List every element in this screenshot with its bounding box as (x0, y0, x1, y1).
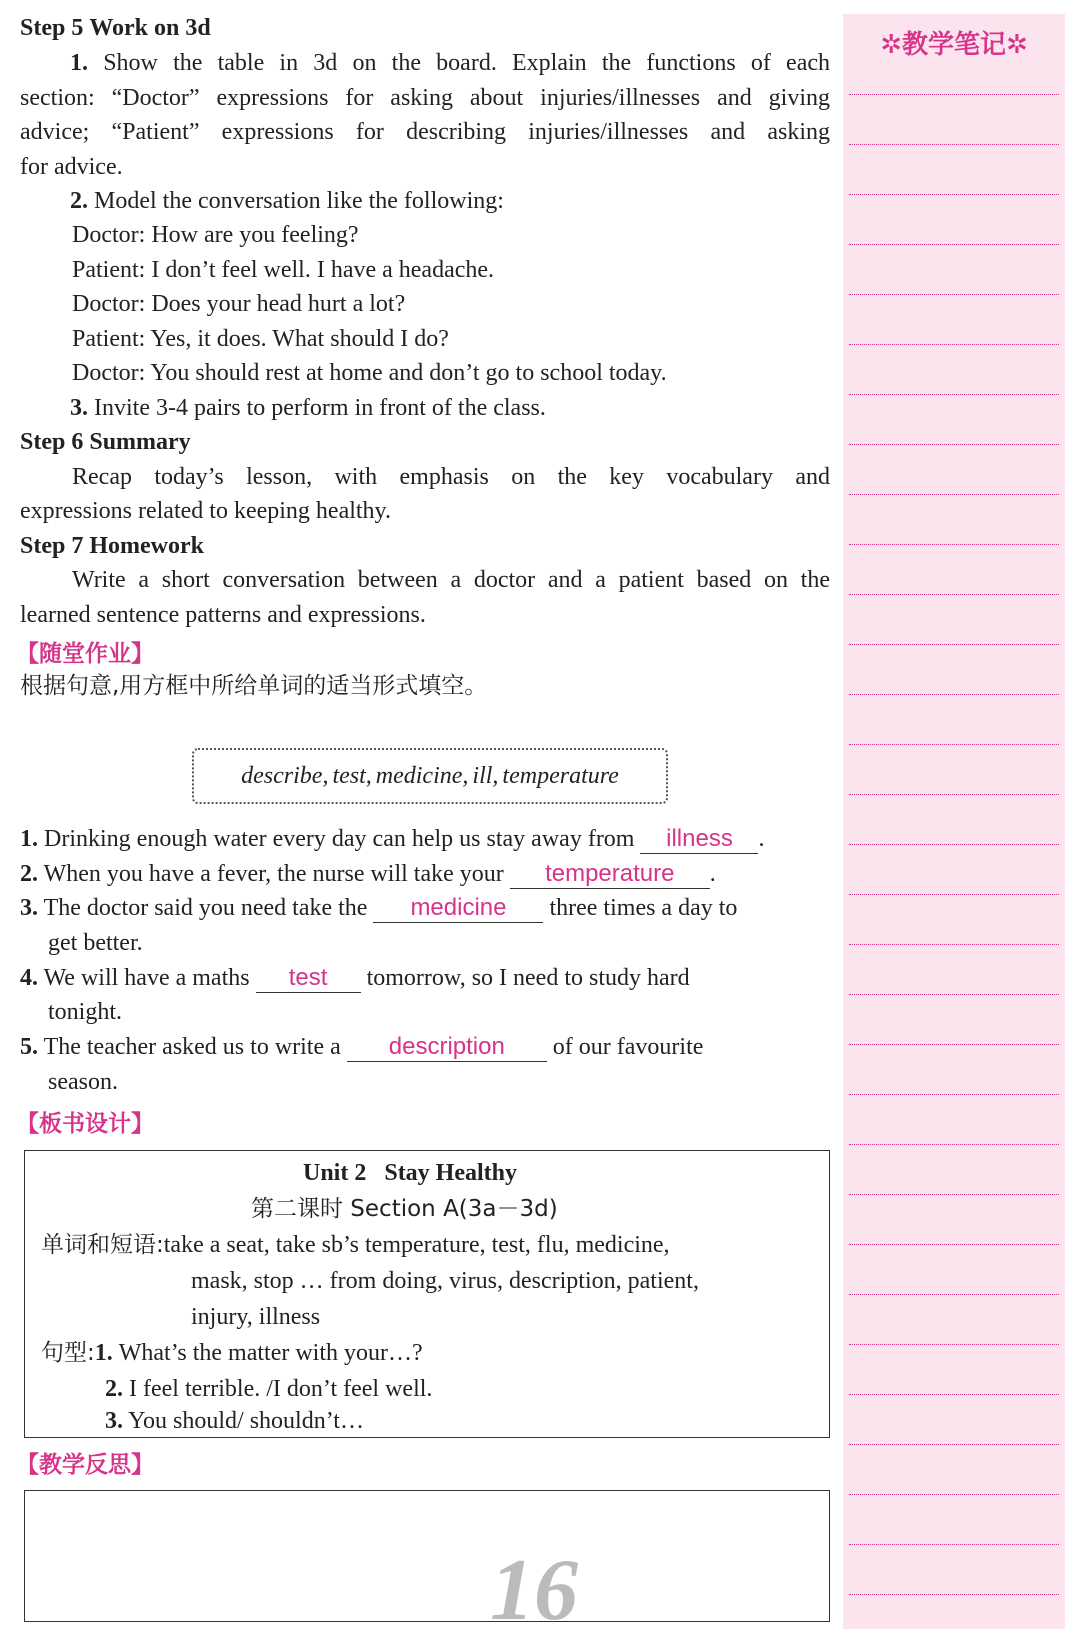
board-pattern-3: 3. You should/ shouldn’t… (105, 1408, 364, 1434)
note-line (849, 294, 1059, 295)
board-title: Unit 2 Stay Healthy (303, 1160, 518, 1186)
note-line (849, 594, 1059, 595)
note-line (849, 244, 1059, 245)
board-pattern-1: 句型:1. What’s the matter with your…? (41, 1340, 423, 1366)
exercise-tag: 【随堂作业】 (16, 641, 154, 667)
step5-heading: Step 5 Work on 3d (20, 15, 211, 41)
note-line (849, 744, 1059, 745)
exercise-item-5-cont: season. (48, 1069, 118, 1095)
step7-line2: learned sentence patterns and expressions. (20, 602, 426, 628)
step5-p2: 2. Model the conversation like the following: (70, 188, 504, 214)
note-line (849, 844, 1059, 845)
dialogue-line: Doctor: How are you feeling? (72, 222, 359, 248)
note-line (849, 544, 1059, 545)
word-box-word: ill, (472, 762, 499, 789)
note-line (849, 1044, 1059, 1045)
reflection-box (24, 1490, 830, 1622)
note-line (849, 1394, 1059, 1395)
note-line (849, 1494, 1059, 1495)
word-box-word: temperature (502, 762, 619, 789)
exercise-item-3: 3. The doctor said you need take the medicine three times a day to (20, 894, 738, 921)
answer-blank: medicine (373, 894, 543, 923)
board-pattern-2: 2. I feel terrible. /I don’t feel well. (105, 1376, 433, 1402)
note-line (849, 444, 1059, 445)
note-line (849, 1294, 1059, 1295)
note-line (849, 1144, 1059, 1145)
exercise-item-4: 4. We will have a maths test tomorrow, so I need to study hard (20, 964, 690, 991)
answer-blank: description (347, 1033, 547, 1062)
board-subtitle: 第二课时 Section A(3a－3d) (251, 1196, 558, 1222)
dialogue-line: Doctor: Does your head hurt a lot? (72, 291, 406, 317)
step5-p1-line3: advice; “Patient” expressions for describing injuries/illnesses and asking (20, 119, 830, 145)
note-line (849, 1094, 1059, 1095)
note-line (849, 344, 1059, 345)
exercise-item-2: 2. When you have a fever, the nurse will take your temperature . (20, 860, 716, 887)
note-line (849, 1444, 1059, 1445)
answer-blank: test (256, 964, 361, 993)
note-line (849, 1544, 1059, 1545)
note-line (849, 194, 1059, 195)
exercise-item-5: 5. The teacher asked us to write a description of our favourite (20, 1033, 704, 1060)
page-number: 16 (490, 1542, 578, 1639)
note-line (849, 694, 1059, 695)
board-vocab-line3: injury, illness (191, 1304, 321, 1330)
note-line (849, 1244, 1059, 1245)
note-line (849, 94, 1059, 95)
board-tag: 【板书设计】 (16, 1111, 154, 1137)
pattern-label: 句型: (41, 1340, 95, 1366)
answer-blank: illness (640, 825, 758, 854)
reflection-tag: 【教学反思】 (16, 1452, 154, 1478)
step7-heading: Step 7 Homework (20, 533, 204, 559)
step6-heading: Step 6 Summary (20, 429, 191, 455)
note-line (849, 894, 1059, 895)
step6-line1: Recap today’s lesson, with emphasis on the key vocabulary and (72, 464, 830, 490)
word-box (192, 748, 668, 804)
note-line (849, 794, 1059, 795)
word-box-word: test, (332, 762, 372, 789)
note-line (849, 994, 1059, 995)
note-line (849, 1594, 1059, 1595)
board-design-box (24, 1150, 830, 1438)
word-box-word: describe, (241, 762, 329, 789)
answer-blank: temperature (510, 860, 710, 889)
board-vocab-line2: mask, stop … from doing, virus, description, patient, (191, 1268, 699, 1294)
step5-p1-line4: for advice. (20, 154, 123, 180)
dialogue-line: Patient: I don’t feel well. I have a headache. (72, 257, 495, 283)
note-line (849, 644, 1059, 645)
note-line (849, 144, 1059, 145)
note-line (849, 944, 1059, 945)
note-line (849, 394, 1059, 395)
step5-p1-line1: 1. Show the table in 3d on the board. Explain the functions of each (70, 50, 831, 76)
note-line (849, 1194, 1059, 1195)
board-vocab: 单词和短语:take a seat, take sb’s temperature, test, flu, medicine, (41, 1232, 670, 1258)
step7-line1: Write a short conversation between a doctor and a patient based on the (72, 567, 830, 593)
teaching-notes-sidebar (843, 14, 1065, 1629)
exercise-item-3-cont: get better. (48, 930, 143, 956)
note-line (849, 1344, 1059, 1345)
step6-line2: expressions related to keeping healthy. (20, 498, 391, 524)
exercise-item-4-cont: tonight. (48, 999, 123, 1025)
exercise-item-1: 1. Drinking enough water every day can help us stay away from illness . (20, 825, 765, 852)
step5-p1-line2: section: “Doctor” expressions for asking about injuries/illnesses and giving (20, 85, 830, 111)
dialogue-line: Patient: Yes, it does. What should I do? (72, 326, 449, 352)
notes-title: ✲教学笔记✲ (880, 30, 1028, 60)
word-box-word: medicine, (375, 762, 469, 789)
note-line (849, 494, 1059, 495)
step5-p3: 3. Invite 3-4 pairs to perform in front of the class. (70, 395, 546, 421)
vocab-label: 单词和短语: (41, 1232, 164, 1258)
dialogue-line: Doctor: You should rest at home and don’t go to school today. (72, 360, 667, 386)
exercise-instruction: 根据句意,用方框中所给单词的适当形式填空。 (20, 673, 488, 699)
